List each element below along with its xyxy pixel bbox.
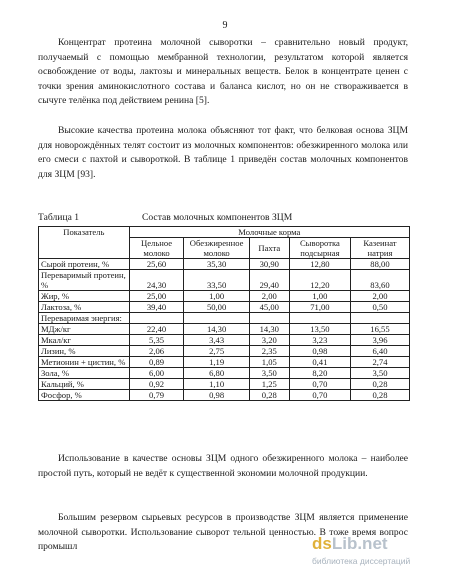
table-cell [289, 313, 350, 324]
table-cell: 3,20 [249, 335, 289, 346]
table-cell: 0,41 [289, 357, 350, 368]
table-cell: 0,89 [129, 357, 184, 368]
row-label: Лизин, % [39, 346, 130, 357]
table-cell: 71,00 [289, 302, 350, 313]
column-header: Цельное молоко [129, 238, 184, 259]
table-row [39, 346, 410, 357]
site-watermark [312, 534, 446, 574]
table-cell: 2,00 [249, 291, 289, 302]
table-row [39, 357, 410, 368]
table-cell: 0,98 [289, 346, 350, 357]
table-cell: 1,00 [289, 291, 350, 302]
column-header: Пахта [249, 238, 289, 259]
table-row [39, 302, 410, 313]
table-cell: 2,00 [350, 291, 409, 302]
table-cell: 3,50 [350, 368, 409, 379]
table-cell: 35,30 [184, 259, 249, 270]
table-cell [249, 313, 289, 324]
table-cell [350, 313, 409, 324]
table-cell: 1,25 [249, 379, 289, 390]
row-label: Фосфор, % [39, 390, 130, 401]
table-row [39, 324, 410, 335]
table-cell: 6,40 [350, 346, 409, 357]
table-cell: 33,50 [184, 270, 249, 291]
table-cell: 12,20 [289, 270, 350, 291]
table-row [39, 259, 410, 270]
table-cell: 2,06 [129, 346, 184, 357]
table-row [39, 270, 410, 291]
composition-table [38, 226, 410, 401]
table-row [39, 335, 410, 346]
header-indicator: Показатель [39, 227, 130, 259]
table-cell: 14,30 [249, 324, 289, 335]
row-label: Кальций, % [39, 379, 130, 390]
table-cell: 3,96 [350, 335, 409, 346]
row-label: Переваримый протеин, % [39, 270, 130, 291]
paragraph-4: Большим резервом сырьевых ресурсов в производстве ЗЦМ является применение молочной сыворотки. Использование сыворот тельной ценностью. В тоже время вопрос промышл [38, 512, 408, 552]
table-cell: 16,55 [350, 324, 409, 335]
table-cell: 8,20 [289, 368, 350, 379]
table-cell: 39,40 [129, 302, 184, 313]
table-cell: 2,74 [350, 357, 409, 368]
table-cell: 0,28 [350, 379, 409, 390]
table-caption-title: Состав молочных компонентов ЗЦМ [142, 212, 293, 223]
table-cell: 22,40 [129, 324, 184, 335]
watermark-logo [312, 534, 388, 554]
table-cell: 83,60 [350, 270, 409, 291]
table-cell: 0,98 [184, 390, 249, 401]
row-label: Жир, % [39, 291, 130, 302]
watermark-subtitle: библиотека диссертаций [312, 556, 411, 566]
table-cell: 12,80 [289, 259, 350, 270]
table-cell: 3,23 [289, 335, 350, 346]
table-cell: 1,00 [184, 291, 249, 302]
table-cell: 2,75 [184, 346, 249, 357]
column-header: Обезжиренное молоко [184, 238, 249, 259]
table-cell: 1,10 [184, 379, 249, 390]
row-label: Переваримая энергия: [39, 313, 130, 324]
table-row [39, 379, 410, 390]
column-header: Сыворотка подсырная [289, 238, 350, 259]
table-cell: 50,00 [184, 302, 249, 313]
page-number: 9 [222, 20, 228, 31]
table-cell: 29,40 [249, 270, 289, 291]
paragraph-2: Высокие качества протеина молока объясняют тот факт, что белковая основа ЗЦМ для новорождённых телят состоит из молочных компонентов: обезжиренного молока или его смеси с пахтой и сывороткой. В таблице 1 приведён состав молочных компонентов для ЗЦМ [93]. [38, 125, 408, 180]
table-cell [129, 313, 184, 324]
row-label: Мкал/кг [39, 335, 130, 346]
table-row [39, 390, 410, 401]
table-cell: 0,28 [249, 390, 289, 401]
column-header: Казеинат натрия [350, 238, 409, 259]
row-label: Лактоза, % [39, 302, 130, 313]
table-header-row [39, 227, 410, 238]
table-cell: 0,70 [289, 390, 350, 401]
table-cell: 24,30 [129, 270, 184, 291]
row-label: Зола, % [39, 368, 130, 379]
table-cell: 5,35 [129, 335, 184, 346]
table-cell: 6,00 [129, 368, 184, 379]
table-cell: 0,50 [350, 302, 409, 313]
table-cell: 0,79 [129, 390, 184, 401]
paragraph-3: Использование в качестве основы ЗЦМ одного обезжиренного молока – наиболее простой путь, который не ведёт к существенной экономии молочной продукции. [38, 453, 408, 479]
table-cell [184, 313, 249, 324]
table-cell: 45,00 [249, 302, 289, 313]
watermark-logo-rest: Lib.net [331, 534, 388, 553]
table-row [39, 368, 410, 379]
row-label: Сырой протеин, % [39, 259, 130, 270]
table-cell: 0,28 [350, 390, 409, 401]
table-cell: 3,43 [184, 335, 249, 346]
table-cell: 88,00 [350, 259, 409, 270]
table-cell: 25,60 [129, 259, 184, 270]
table-row [39, 291, 410, 302]
row-label: Метионин + цистин, % [39, 357, 130, 368]
table-caption-number: Таблица 1 [38, 212, 80, 223]
table-cell: 14,30 [184, 324, 249, 335]
watermark-logo-prefix: ds [312, 534, 332, 553]
header-group: Молочные корма [129, 227, 409, 238]
table-cell: 13,50 [289, 324, 350, 335]
table-row [39, 313, 410, 324]
table-cell: 1,05 [249, 357, 289, 368]
table-cell: 3,50 [249, 368, 289, 379]
table-cell: 0,70 [289, 379, 350, 390]
table-cell: 1,19 [184, 357, 249, 368]
table-cell: 6,80 [184, 368, 249, 379]
table-cell: 2,35 [249, 346, 289, 357]
row-label: МДж/кг [39, 324, 130, 335]
paragraph-1: Концентрат протеина молочной сыворотки – сравнительно новый продукт, получаемый с помощью мембранной технологии, результатом которой является освобождение от воды, лактозы и минеральных веществ. Белок в концентрате ценен с точки зрения аминокислотного состава и баланса кислот, но он не створаживается в сычуге телёнка под действием ренина [5]. [38, 37, 408, 106]
table-cell: 0,92 [129, 379, 184, 390]
table-cell: 30,90 [249, 259, 289, 270]
table-cell: 25,00 [129, 291, 184, 302]
